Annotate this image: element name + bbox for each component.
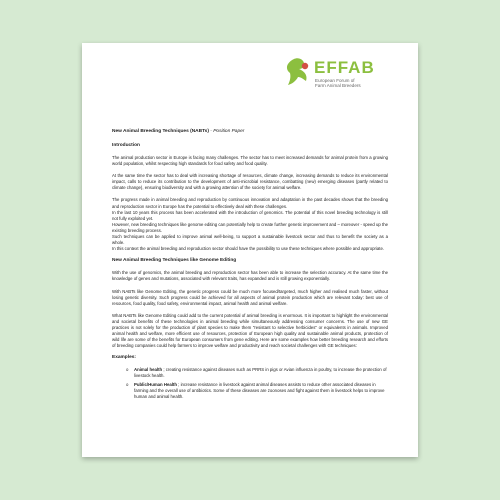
paragraph-2: At the same time the sector has to deal with increasing shortage of resources, climate change, increasing demands to reduce its environmental impact, calls to reduce its contribution to the development of anti-microbial resistance, combatting (new) emerging diseases (partly related to climate change), ensuring biodiversity and with a growing attention of the society for animal welfare.	[112, 173, 388, 191]
list-item: o Animal health ; creating resistance against diseases such as PRRS in pigs or Avian influenza in poultry, to increase the protection of livestock health.	[126, 367, 387, 379]
paragraph-1: The animal production sector in Europe is facing many challenges. The sector has to meet increased demands for animal protein from a growing world population, whilst respecting high standards for food safety and food quality.	[112, 155, 388, 167]
logo-wordmark: EFFAB	[314, 58, 375, 77]
document-page	[82, 43, 418, 457]
heading-genome-editing: New Animal Breeding Techniques like Genome Editing	[112, 258, 237, 264]
heading-introduction: Introduction	[112, 143, 140, 148]
list-item: o Public/Human Health ; increase resistance in livestock against animal diseases assists to reduce other associated diseases in farming and the overall use of antibiotics. Some of these diseases are zoonoses and fight against them in livestock helps to improve human and animal health.	[126, 381, 385, 399]
paragraph-5: With NABTs like Genome Editing, the genetic progress could be much more focused/targeted, much higher and realised much faster, without losing genetic diversity. Such progress could be achieved for all aspects of animal protein production which are relevant today: best use of resources, food quality, food safety, environmental impact, animal health and animal welfare.	[112, 288, 388, 306]
heading-examples: Examples:	[112, 355, 136, 361]
bullet-icon: o	[126, 381, 129, 387]
document-body	[112, 129, 388, 402]
effab-logo	[284, 57, 376, 99]
document-title: New Animal Breeding Techniques (NABTs) - Position Paper	[112, 129, 245, 134]
logo-subtitle: European Forum of Farm Animal Breeders	[315, 78, 361, 89]
paragraph-3: The progress made in animal breeding and reproduction by continuous innovation and adaptation in the past decades shows that the breeding and reproduction sector in Europe has the potential to effectively deal with these challenges. In the last 10 years this process has been accelerated with the introduction of genomics. The potential of this novel breeding technology is still not fully exploited yet. However, new breeding techniques like genome editing can potentially help to create further genetic improvement and – moreover - speed up the existing breeding process. Such techniques can be applied to improve animal well-being, to support a sustainable livestock sector and thus to benefit the society as a whole. In this context the animal breeding and reproduction sector should have the possibility to use these techniques where possible and appropriate.	[112, 197, 388, 252]
examples-list	[112, 367, 388, 399]
bullet-icon: o	[126, 367, 129, 373]
effab-logo-icon	[284, 57, 312, 87]
paragraph-6: What NABTs like Genome Editing could add to the current potential of animal breeding is enormous. It is important to highlight the environmental and societal benefits of these technologies in animal breeding while simultaneously addressing consumer concerns. The use of new GE practices is not solely for the production of plant species to make them "resistant to selective herbicides" or equivalents in animals. Improved animal health and welfare, more efficient use of resources, protection of European high quality and sustainable animal products, protection of wild life are some of the benefits for European consumers from gene editing. Here are some examples how better breeding research and efforts of breeding companies could help farmers to improve welfare and productivity and reach societal challenges with GE techniques:	[112, 312, 388, 349]
paragraph-4: With the use of genomics, the animal breeding and reproduction sector has been able to increase the selection accuracy. At the same time the knowledge of genes and mutations, associated with relevant traits, has expanded and is still growing exponentially.	[112, 270, 388, 282]
